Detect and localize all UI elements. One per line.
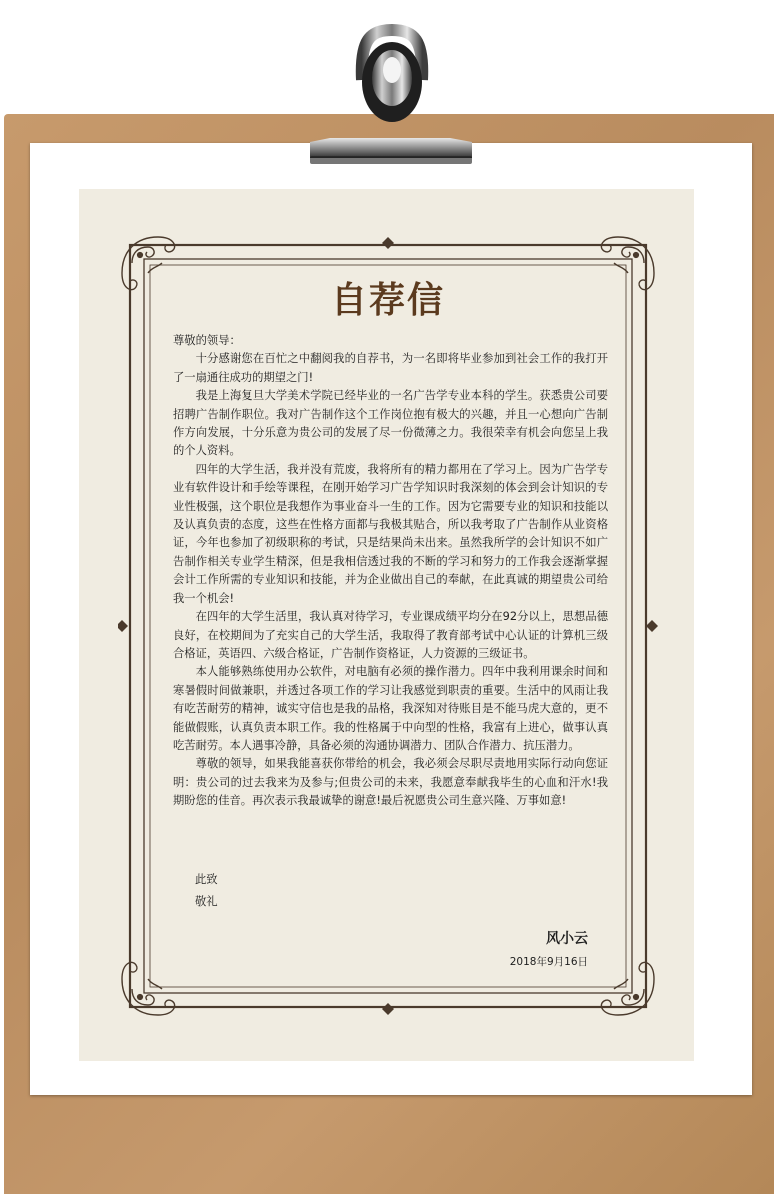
binder-clip-icon: [300, 20, 480, 180]
paragraph-2: 我是上海复旦大学美术学院已经毕业的一名广告学专业本科的学生。获悉贵公司要招聘广告制作职位。我对广告制作这个工作岗位抱有极大的兴趣，并且一心想向广告制作方向发展，十分乐意为贵公司的发展了尽一份微薄之力。我很荣幸有机会向您呈上我的个人资料。: [173, 389, 608, 458]
closing-salute: 敬礼: [195, 895, 218, 908]
salutation: 尊敬的领导：: [173, 334, 241, 347]
paragraph-4: 在四年的大学生活里，我认真对待学习，专业课成绩平均分在92分以上，思想品德良好，在校期间为了充实自己的大学生活，我取得了教育部考试中心认证的计算机三级合格证，英语四、六级合格证，广告制作资格证，人力资源的三级证书。: [173, 610, 608, 660]
paragraph-6: 尊敬的领导，如果我能喜获你带给的机会，我必须会尽职尽责地用实际行动向您证明：贵公司的过去我来为及参与;但贵公司的未来，我愿意奉献我毕生的心血和汗水!我期盼您的佳音。再次表示我最诚挚的谢意!最后祝愿贵公司生意兴隆、万事如意!: [173, 757, 608, 808]
signature-date: 2018年9月16日: [509, 956, 588, 968]
paragraph-5: 本人能够熟练使用办公软件，对电脑有必须的操作潜力。四年中我利用课余时间和寒暑假时间做兼职，并透过各项工作的学习让我感觉到职责的重要。生活中的风雨让我有吃苦耐劳的精神，诚实守信也是我的品格，我深知对待账目是不能马虎大意的，更不能做假账，认真负责本职工作。我的性格属于中向型的性格，我富有上进心，做事认真吃苦耐劳。本人遇事冷静，具备必须的沟通协调潜力、团队合作潜力、抗压潜力。: [173, 665, 608, 752]
signature-name: 风小云: [546, 931, 588, 947]
letter-title: 自荐信: [330, 280, 445, 321]
closing-regards: 此致: [195, 873, 218, 886]
letter-body: [173, 332, 608, 811]
paragraph-1: 十分感谢您在百忙之中翻阅我的自荐书，为一名即将毕业参加到社会工作的我打开了一扇通往成功的期望之门!: [173, 352, 608, 384]
paragraph-3: 四年的大学生活，我并没有荒废，我将所有的精力都用在了学习上。因为广告学专业有软件设计和手绘等课程，在刚开始学习广告学知识时我深刻的体会到会计知识的专业性极强，这个职位是我想作为事业奋斗一生的工作。因为它需要专业的知识和技能以及认真负责的态度，这些在性格方面都与我极其贴合，所以我考取了广告制作从业资格证，今年也参加了初级职称的考试，只是结果尚未出来。虽然我所学的会计知识不如广告制作相关专业学生精深，但是我相信透过我的不断的学习和努力的工作我会逐渐掌握会计工作所需的专业知识和技能，并为企业做出自己的奉献，在此真诚的期望贵公司给我一个机会!: [173, 462, 608, 605]
